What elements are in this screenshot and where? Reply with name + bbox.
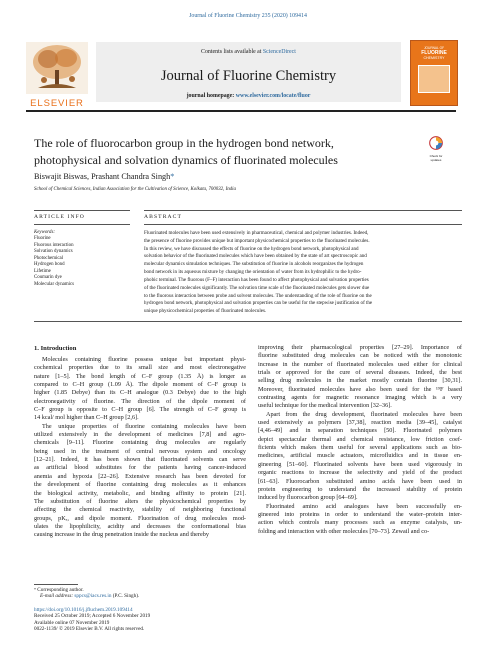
body-line: useful technique for the medical intervention [32–36]. (258, 402, 392, 410)
body-line: selling drug molecules in the market mostly contain fluorine [30,31]. (258, 377, 462, 385)
body-line: Fluorinated amino acid analogues have been successfully en- (266, 502, 462, 510)
abstract-line: of the fluorinated molecules significantly. The solvation time scale of the fluorinated molecules gets slower due (144, 284, 370, 291)
body-line: cochemical properties due to its small size and most electronegative (34, 364, 246, 372)
abstract-line: bond network in its aqueous mixture by changing the orientation of water from its hydrophilic to the hydro- (144, 269, 362, 276)
homepage-line (96, 93, 401, 99)
homepage-prefix: journal homepage: (186, 93, 236, 99)
title-line-1: The role of fluorocarbon group in the hydrogen bond network, (34, 136, 334, 150)
intro-right-column (258, 344, 462, 536)
keywords-label: Keywords: (34, 230, 56, 235)
body-line: medicines, artificial muscle actuators, microfluidics and in tissue en- (258, 452, 462, 460)
abstract-line: solvation behavior of the fluorinated molecules which have been obtained by the state of art spectroscopic and (144, 253, 367, 260)
footnote-rule (34, 584, 78, 585)
body-line: ulates the lipophilicity, acidity and decreases the conformational bias (34, 522, 246, 530)
keyword-item: Photochemical (34, 255, 64, 261)
corresponding-author-mark[interactable]: * (170, 172, 175, 181)
body-line: groups, pKₐ, and dipole moment. Fluorination of drug molecules mod- (34, 514, 246, 522)
abstract-line: unique physicochemical properties of fluorinated molecules. (144, 308, 267, 315)
body-line: [12–21]. Indeed, it has been shown that fluorinated solvents can serve (34, 456, 246, 464)
body-line: 14 kcal/ mol higher than C–H group [2,6]. (34, 414, 139, 422)
body-line: fluorine substituted drug molecules can be noticed with the monotonic (258, 352, 462, 360)
email-suffix: (P.C. Singh). (111, 593, 140, 600)
badge-line-2: updates (430, 157, 442, 162)
body-line: the biological activity, metabolic, and binding affinity to protein [21]. (34, 489, 246, 497)
abstract-heading: ABSTRACT (144, 214, 183, 220)
body-line: the development of fluorine containing drug molecules as it enhances (34, 481, 246, 489)
body-line: gineering [51–60]. Fluorinated solvents have been used vigorously in (258, 460, 462, 468)
email-label: E-mail address: (40, 593, 75, 600)
journal-reference[interactable]: Journal of Fluorine Chemistry 235 (2020) 109414 (189, 13, 307, 19)
keyword-item: Molecular dynamics (34, 281, 75, 287)
info-heading-rule (34, 224, 130, 225)
journal-title: Journal of Fluorine Chemistry (160, 68, 337, 84)
body-line: compared to C–H group (1.09 Å). The dipole moment of C–F group is (34, 381, 246, 389)
body-line: improving their pharmacological properties [27–29]. Importance of (258, 344, 462, 351)
affiliation: School of Chemical Sciences, Indian Association for the Cultivation of Science, Kolkata, 700032, India (34, 187, 236, 192)
keyword-item: Lifetime (34, 268, 51, 274)
publication-info (34, 607, 150, 633)
body-line: organic reactions to increase the selectivity and yield of the product (258, 469, 462, 477)
abstract-line: to the fluorous interaction between probe and solvent molecules. The understanding of the role of fluorine on the (144, 292, 372, 299)
elsevier-logo[interactable] (26, 42, 88, 109)
check-updates-icon (429, 136, 443, 150)
body-line: C–F group is opposite to C–H group [6]. The strength of C–F group is (34, 406, 246, 414)
elsevier-tree-icon (26, 42, 88, 94)
abstract-top-rule (144, 210, 462, 211)
keyword-item: Coumarin dye (34, 275, 62, 281)
body-line: anemia and hypoxia [22–26]. Extensive research has been devoted for (34, 472, 246, 480)
cover-line-1: JOURNAL OF (423, 46, 445, 50)
abstract-bottom-rule (34, 321, 462, 322)
abstract-line: hydrogen bond network, photophysical and solvation properties can be useful for the stepwise justification of the (144, 300, 373, 307)
body-line: folding and interaction with other molecules [70–73]. Zewail and co- (258, 527, 430, 535)
journal-cover[interactable] (410, 40, 458, 106)
cover-line-3: CHEMISTRY (423, 56, 445, 60)
body-line: The unique properties of fluorine containing molecules have been (42, 422, 246, 430)
abstract-line: In this review, we have discussed the effects of fluorine on the hydrogen bond network, photophysical and (144, 245, 359, 252)
copyright-line: 0022-1139/ © 2019 Elsevier B.V. All rights reserved. (34, 626, 145, 633)
article-info-heading: ARTICLE INFO (34, 214, 85, 220)
body-line: Molecules containing fluorine possess unique but important physi- (42, 356, 246, 363)
body-line: affecting the chemical reactivity, stability of neighboring functional (34, 506, 246, 514)
body-line: nature [1–5]. The bond length of C–F group (1.35 Å) is longer as (34, 372, 246, 380)
body-line: contrasting agents for magnetic resonance imaging which is a very (258, 394, 462, 402)
abstract-body (144, 230, 462, 316)
footnote (34, 587, 139, 600)
body-line: as artificial blood substitutes for the patients having cancer-induced (34, 464, 246, 472)
sciencedirect-link[interactable]: ScienceDirect (262, 49, 296, 55)
corresponding-label: Corresponding author. (37, 587, 84, 593)
cover-image (418, 65, 450, 93)
body-line: The substitution of fluorine alters the physicochemical properties by (34, 497, 246, 505)
keywords-block (34, 230, 74, 288)
body-line: gineered into proteins in order to understand the water–protein inter- (258, 510, 462, 518)
badge-line-1: Check for (429, 154, 443, 158)
abstract-line: the presence of fluorine provides unique but important physicochemical properties to the fluorinated molecules. (144, 237, 370, 244)
corresponding-author-note: * Corresponding author. (34, 587, 84, 593)
masthead-rule (26, 110, 456, 112)
body-line: utilized extensively in the development of medicines [7,8] and agro- (34, 431, 246, 439)
email-link[interactable]: sppcs@iacs.res.in (74, 593, 112, 600)
keyword-item: Fluorine (34, 236, 51, 242)
contents-line (96, 49, 401, 55)
body-line: increase in the number of fluorinated molecules used either for clinical (258, 360, 462, 368)
body-line: protein engineering to understand the increased stability of protein (258, 485, 462, 493)
publisher-name: ELSEVIER (30, 98, 84, 109)
section-heading-introduction: 1. Introduction (34, 345, 77, 352)
contents-prefix: Contents lists available at (201, 49, 263, 55)
intro-left-column (34, 356, 246, 540)
authors: Biswajit Biswas, Prashant Chandra Singh (34, 172, 171, 181)
body-line: [61–63]. Fluorocarbon substituted amino acids have been used in (258, 477, 462, 485)
abstract-line: molecular dynamics simulation techniques. The substitution of fluorine in alcohols reorganizes the hydrogen (144, 261, 364, 268)
title-line-2: photophysical and solvation dynamics of fluorinated molecules (34, 152, 338, 167)
body-line: induced by fluorocarbon group [64–69]. (258, 494, 358, 502)
online-date: Available online 07 November 2019 (34, 619, 110, 626)
body-line: action which controls many processes such as enzyme catalysis, un- (258, 519, 462, 527)
abstract-line: phobic terminal. The fluorous (F–F) interaction has been found to affect photophysical and solvation properties (144, 276, 369, 283)
keyword-item: Solvation dynamics (34, 249, 73, 255)
abstract-heading-rule (144, 224, 462, 225)
body-line: Apart from the drug development, fluorinated molecules have been (266, 410, 462, 418)
body-line: trials or approved for the cure of several diseases. Indeed, the best (258, 369, 462, 377)
body-line: ficients which makes them useful for several applications such as bio- (258, 444, 462, 452)
body-line: electronegativity of fluorine. The direction of the dipole moment of (34, 397, 246, 405)
article-title (34, 135, 338, 168)
masthead-banner (96, 42, 401, 102)
keyword-item: Hydrogen bond (34, 262, 65, 268)
homepage-link[interactable]: www.elsevier.com/locate/fluor (235, 93, 311, 99)
body-line: used extensively as polymers [37,38], reaction media [39–45], catalyst (258, 419, 462, 427)
check-for-updates-badge[interactable] (424, 136, 448, 164)
cover-line-2: FLUORINE (421, 50, 447, 56)
body-line: [4,46–49] and in separation techniques [50]. Fluorinated polymers (258, 427, 462, 435)
keyword-item: Fluorous interaction (34, 242, 74, 248)
info-top-rule (34, 210, 130, 211)
abstract-line: Fluorinated molecules have been used extensively in pharmaceutical, chemical and polymer industries. Indeed, (144, 230, 369, 236)
body-line: depict spectacular thermal and chemical resistance, low friction coef- (258, 435, 462, 443)
author-list (34, 172, 174, 181)
body-line: chemicals [9–11]. Fluorine containing drug molecules are regularly (34, 439, 246, 447)
email-line (34, 593, 139, 599)
doi-link[interactable]: https://doi.org/10.1016/j.jfluchem.2019.109414 (34, 607, 133, 613)
body-line: higher (1.85 Debye) than its C–H analogue (0.3 Debye) due to the high (34, 389, 246, 397)
body-line: being used in the treatment of central nervous system and oncology (34, 447, 246, 455)
body-line: causing increase in the drug penetration inside the nucleus and thereby (34, 531, 209, 539)
body-line: Moreover, fluorinated molecules have also been used for the ¹⁹F based (258, 385, 462, 393)
received-dates: Received 25 October 2019; Accepted 6 November 2019 (34, 613, 151, 620)
